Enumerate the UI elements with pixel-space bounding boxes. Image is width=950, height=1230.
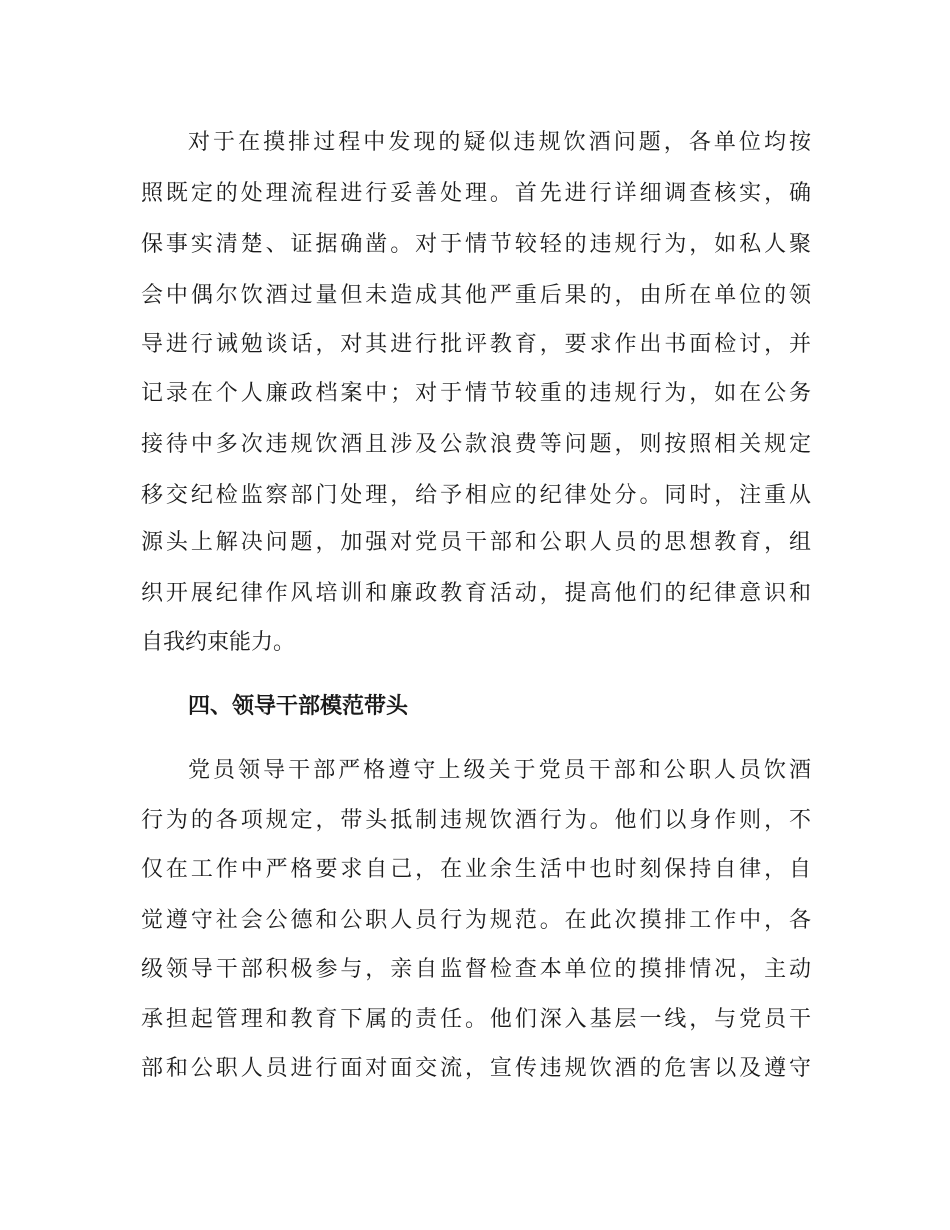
paragraph-line: 行为的各项规定，带头抵制违规饮酒行为。他们以身作则，不: [141, 808, 811, 833]
section-heading: 四、领导干部模范带头: [188, 694, 409, 719]
paragraph-line: 对于在摸排过程中发现的疑似违规饮酒问题，各单位均按: [188, 130, 811, 155]
paragraph-line: 照既定的处理流程进行妥善处理。首先进行详细调查核实，确: [141, 181, 811, 206]
paragraph-line: 会中偶尔饮酒过量但未造成其他严重后果的，由所在单位的领: [141, 283, 811, 308]
paragraph-line: 接待中多次违规饮酒且涉及公款浪费等问题，则按照相关规定: [141, 432, 811, 457]
paragraph-line: 觉遵守社会公德和公职人员行为规范。在此次摸排工作中，各: [141, 908, 811, 933]
paragraph-line: 部和公职人员进行面对面交流，宣传违规饮酒的危害以及遵守: [141, 1056, 811, 1081]
paragraph-line: 承担起管理和教育下属的责任。他们深入基层一线，与党员干: [141, 1007, 811, 1032]
paragraph-line: 级领导干部积极参与，亲自监督检查本单位的摸排情况，主动: [141, 957, 811, 982]
paragraph-line: 仅在工作中严格要求自己，在业余生活中也时刻保持自律，自: [141, 857, 811, 882]
paragraph-line: 源头上解决问题，加强对党员干部和公职人员的思想教育，组: [141, 530, 811, 555]
paragraph-line: 党员领导干部严格遵守上级关于党员干部和公职人员饮酒: [188, 758, 811, 783]
paragraph-line: 导进行诫勉谈话，对其进行批评教育，要求作出书面检讨，并: [141, 332, 811, 357]
paragraph-line: 织开展纪律作风培训和廉政教育活动，提高他们的纪律意识和: [141, 581, 811, 606]
paragraph-line: 移交纪检监察部门处理，给予相应的纪律处分。同时，注重从: [141, 483, 811, 508]
paragraph-line: 记录在个人廉政档案中；对于情节较重的违规行为，如在公务: [141, 381, 811, 406]
paragraph-line: 保事实清楚、证据确凿。对于情节较轻的违规行为，如私人聚: [141, 232, 811, 257]
paragraph-line: 自我约束能力。: [141, 630, 296, 655]
